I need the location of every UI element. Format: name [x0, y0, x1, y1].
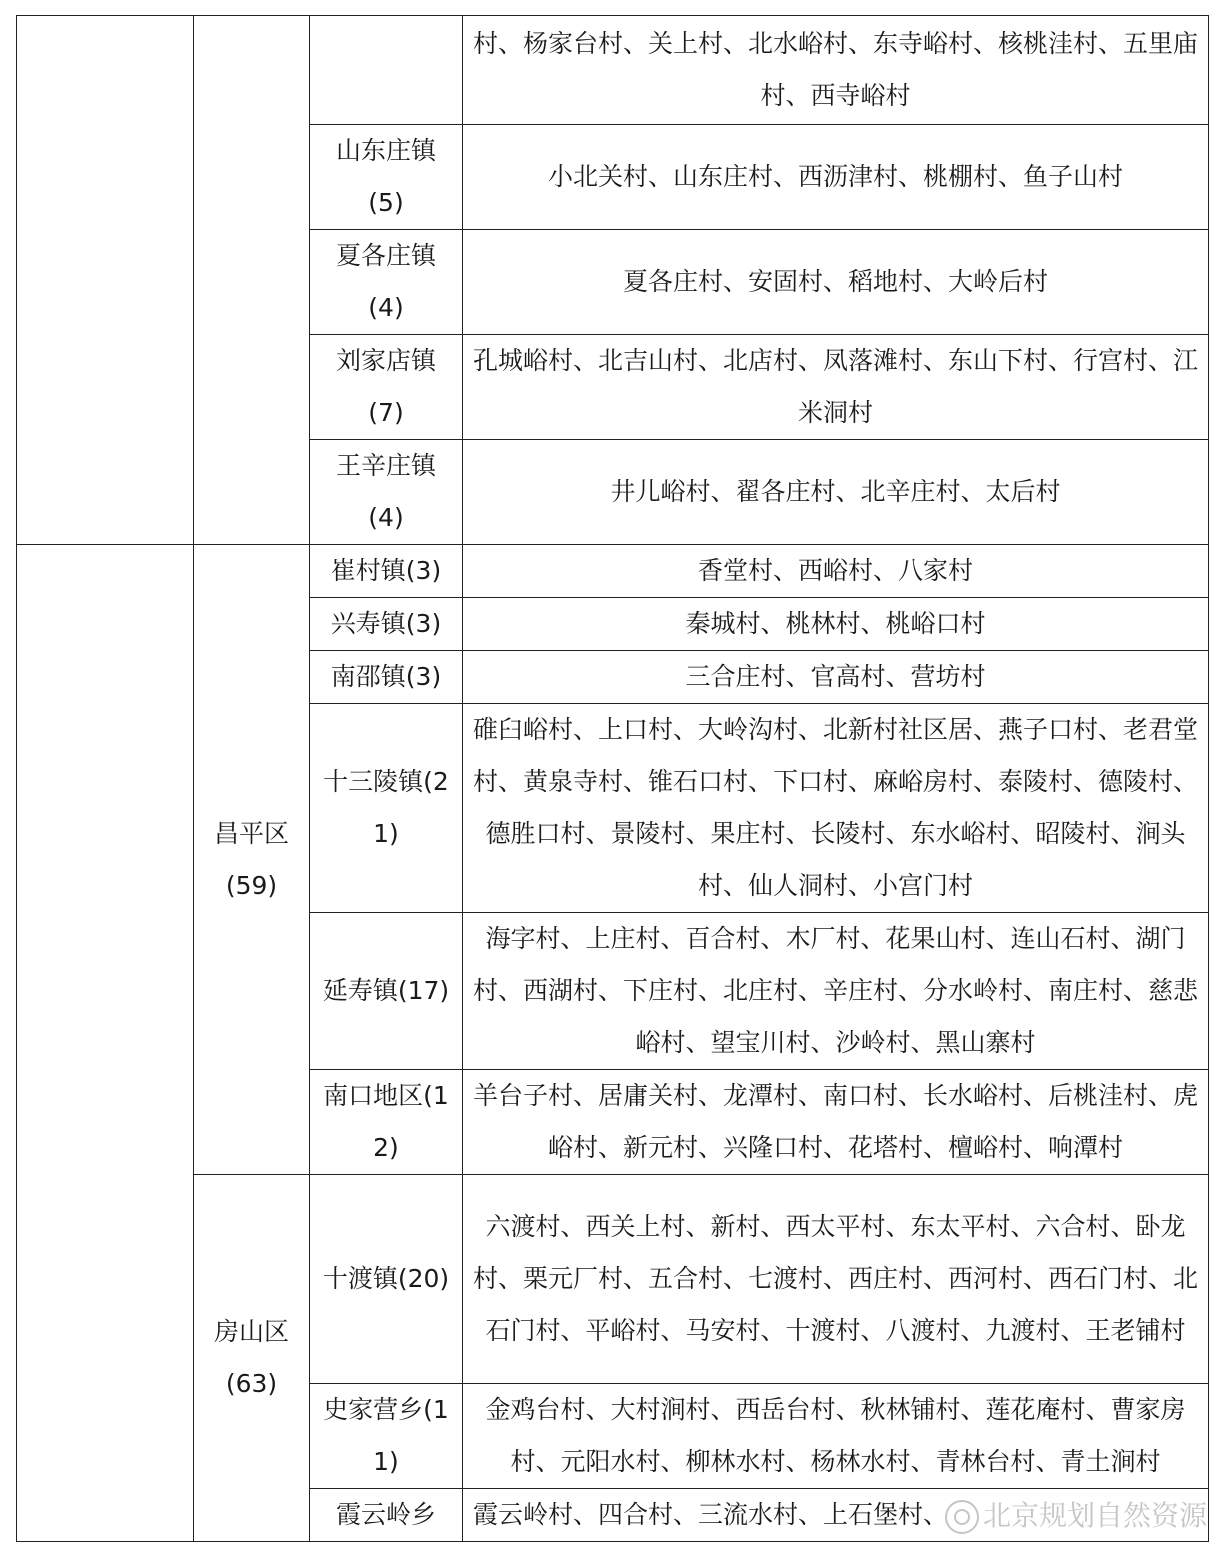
village-list: 霞云岭村、四合村、三流水村、上石堡村、 — [463, 1489, 1209, 1542]
village-list: 秦城村、桃林村、桃峪口村 — [463, 598, 1209, 651]
village-list: 孔城峪村、北吉山村、北店村、凤落滩村、东山下村、行宫村、江米洞村 — [463, 335, 1209, 440]
wechat-icon — [945, 1500, 979, 1534]
village-list: 井儿峪村、翟各庄村、北辛庄村、太后村 — [463, 440, 1209, 545]
table-row — [17, 1175, 1209, 1384]
town-cell — [310, 16, 463, 125]
town-cell: 南口地区(12) — [310, 1070, 463, 1175]
village-list: 三合庄村、官高村、营坊村 — [463, 651, 1209, 704]
village-list: 村、杨家台村、关上村、北水峪村、东寺峪村、核桃洼村、五里庙村、西寺峪村 — [463, 16, 1209, 125]
village-list: 香堂村、西峪村、八家村 — [463, 545, 1209, 598]
town-cell: 山东庄镇(5) — [310, 125, 463, 230]
town-cell: 十三陵镇(21) — [310, 704, 463, 913]
town-cell: 崔村镇(3) — [310, 545, 463, 598]
village-list: 小北关村、山东庄村、西沥津村、桃棚村、鱼子山村 — [463, 125, 1209, 230]
village-list: 碓臼峪村、上口村、大岭沟村、北新村社区居、燕子口村、老君堂村、黄泉寺村、锥石口村、下口村、麻峪房村、泰陵村、德陵村、德胜口村、景陵村、果庄村、长陵村、东水峪村、昭陵村、涧头村、仙人洞村、小宫门村 — [463, 704, 1209, 913]
village-list: 夏各庄村、安固村、稻地村、大岭后村 — [463, 230, 1209, 335]
village-list: 六渡村、西关上村、新村、西太平村、东太平村、六合村、卧龙村、栗元厂村、五合村、七渡村、西庄村、西河村、西石门村、北石门村、平峪村、马安村、十渡村、八渡村、九渡村、王老铺村 — [463, 1175, 1209, 1384]
town-cell: 延寿镇(17) — [310, 913, 463, 1070]
watermark — [945, 1494, 1207, 1534]
village-list: 羊台子村、居庸关村、龙潭村、南口村、长水峪村、后桃洼村、虎峪村、新元村、兴隆口村、花塔村、檀峪村、响潭村 — [463, 1070, 1209, 1175]
blank-district-cell — [194, 16, 310, 545]
town-cell: 霞云岭乡 — [310, 1489, 463, 1542]
town-cell: 兴寿镇(3) — [310, 598, 463, 651]
district-cell: 房山区(63) — [194, 1175, 310, 1542]
town-cell: 十渡镇(20) — [310, 1175, 463, 1384]
village-table — [16, 15, 1209, 1542]
village-list: 海字村、上庄村、百合村、木厂村、花果山村、连山石村、湖门村、西湖村、下庄村、北庄村、辛庄村、分水岭村、南庄村、慈悲峪村、望宝川村、沙岭村、黑山寨村 — [463, 913, 1209, 1070]
town-cell: 王辛庄镇(4) — [310, 440, 463, 545]
table-row — [17, 545, 1209, 598]
table-row — [17, 16, 1209, 125]
town-cell: 夏各庄镇(4) — [310, 230, 463, 335]
watermark-text: 北京规划自然资源 — [982, 1499, 1207, 1532]
blank-cell — [17, 545, 194, 1542]
town-cell: 史家营乡(11) — [310, 1384, 463, 1489]
town-cell: 南邵镇(3) — [310, 651, 463, 704]
blank-cell — [17, 16, 194, 545]
district-cell: 昌平区(59) — [194, 545, 310, 1175]
town-cell: 刘家店镇(7) — [310, 335, 463, 440]
village-list: 金鸡台村、大村涧村、西岳台村、秋林铺村、莲花庵村、曹家房村、元阳水村、柳林水村、杨林水村、青林台村、青土涧村 — [463, 1384, 1209, 1489]
